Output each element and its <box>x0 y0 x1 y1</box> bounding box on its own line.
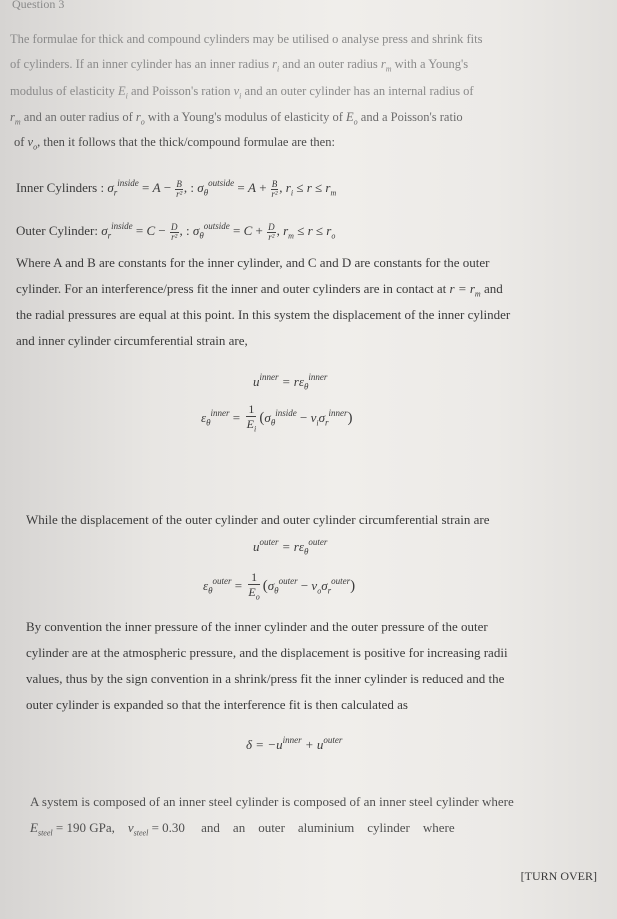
para3-line: While the displacement of the outer cylinder and outer cylinder circumferential strain are <box>26 512 490 527</box>
interference-equation: $\delta = -u^{inner} + u^{outer}$ <box>246 735 343 752</box>
para4-line-4: outer cylinder is expanded so that the interference fit is then calculated as <box>26 697 408 712</box>
para2-line-4: and inner cylinder circumferential strain are, <box>16 333 248 348</box>
inner-strain-equation: $\varepsilon_\theta^{inner}$ = $\frac{1}{E_i}$ $(\sigma_\theta^{inside} - v_i\sigma_r^{inner})$ <box>201 402 353 434</box>
intro-line-2: of cylinders. If an inner cylinder has an inner radius $r_i$ and an outer radius $r_m$ with a Young's <box>10 57 469 74</box>
outer-displacement-equation: $u^{outer} = r\varepsilon_\theta^{outer}$ <box>253 537 328 557</box>
inner-displacement-equation: $u^{inner} = r\varepsilon_\theta^{inner}$ <box>253 372 328 392</box>
question-heading: Question 3 <box>12 0 65 11</box>
para6-line: $E_{steel} = 190$ GPa, $v_{steel} = 0.30$ and an outer aluminium cylinder where <box>30 820 455 838</box>
para5-line: A system is composed of an inner steel cylinder is composed of an inner steel cylinder where <box>30 794 514 809</box>
intro-line-1: The formulae for thick and compound cylinders may be utilised o analyse press and shrink fits <box>10 32 483 46</box>
outer-strain-equation: $\varepsilon_\theta^{outer}$ = $\frac{1}{E_o}$ $(\sigma_\theta^{outer} - v_o\sigma_r^{outer})$ <box>203 570 356 602</box>
intro-line-4: $r_m$ and an outer radius of $r_o$ with a Young's modulus of elasticity of $E_o$ and a Poisson's ratio <box>10 110 463 127</box>
para4-line-2: cylinder are at the atmospheric pressure, and the displacement is positive for increasing radii <box>26 645 508 660</box>
para2-line-3: the radial pressures are equal at this point. In this system the displacement of the inner cylinder <box>16 307 511 322</box>
outer-cylinder-equation: Outer Cylinder: $\sigma_r^{inside} = C$ − $\frac{D}{\text{r²}}$ , : $\sigma_\theta^{outside} = C$ + $\frac{D}{\text{r²}}$ , $r_m \le r \le r_o$ <box>16 221 336 242</box>
para4-line-1: By convention the inner pressure of the inner cylinder and the outer pressure of the outer <box>26 619 488 634</box>
inner-cylinder-equation: Inner Cylinders : $\sigma_r^{inside} = A$ − $\frac{B}{\text{r²}}$ , : $\sigma_\theta^{outside} = A$ + $\frac{B}{\text{r²}}$ , $r_i \le r \le r_m$ <box>16 178 337 199</box>
para4-line-3: values, thus by the sign convention in a shrink/press fit the inner cylinder is reduced and the <box>26 671 505 686</box>
intro-line-3: modulus of elasticity $E_i$ and Poisson's ration $v_i$ and an outer cylinder has an internal radius of <box>10 84 474 101</box>
para2-line-1: Where A and B are constants for the inner cylinder, and C and D are constants for the outer <box>16 255 490 270</box>
intro-line-5: of $v_o$, then it follows that the thick/compound formulae are then: <box>14 135 335 152</box>
para2-line-2: cylinder. For an interference/press fit the inner and outer cylinders are in contact at $r = r_m$ and <box>16 281 503 299</box>
turn-over-label: [TURN OVER] <box>520 869 597 883</box>
